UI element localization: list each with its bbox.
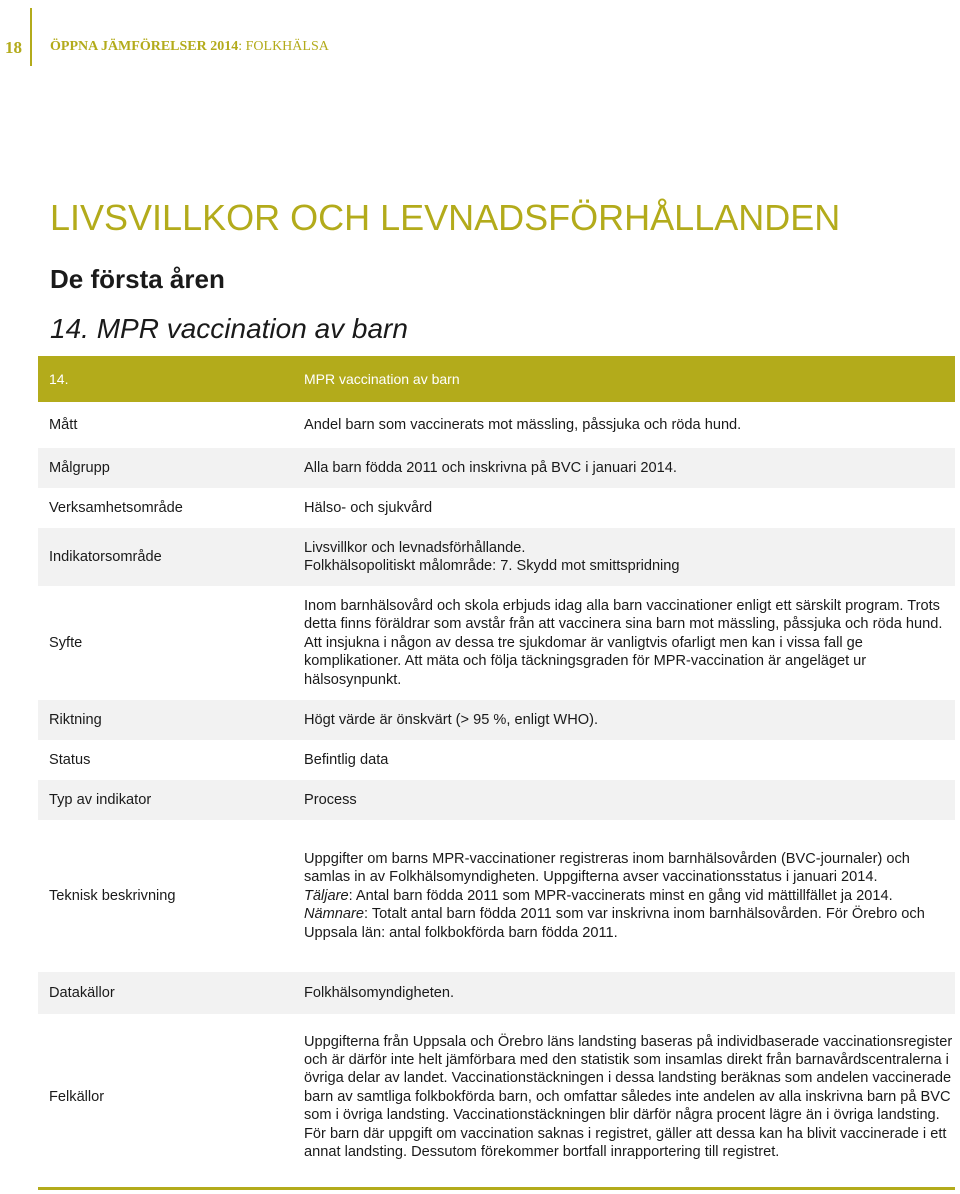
- indicator-table: [38, 356, 955, 1180]
- row-value-line: Folkhälsopolitiskt målområde: 7. Skydd mot smittspridning: [304, 558, 680, 574]
- row-label: Riktning: [38, 700, 304, 740]
- row-label: Verksamhetsområde: [38, 488, 304, 528]
- page-number: 18: [5, 38, 22, 57]
- table-row-malgrupp: [38, 448, 955, 488]
- indicator-heading: 14. MPR vaccination av barn: [50, 313, 408, 344]
- row-value: Alla barn födda 2011 och inskrivna på BVC i januari 2014.: [304, 448, 955, 488]
- table-row-typ: [38, 780, 955, 820]
- row-label: Indikatorsområde: [38, 528, 304, 586]
- bottom-rule: [38, 1187, 955, 1190]
- table-row-status: [38, 740, 955, 780]
- row-value: Befintlig data: [304, 740, 955, 780]
- table-header-row: [38, 356, 955, 402]
- row-label: Felkällor: [38, 1014, 304, 1180]
- row-label: Typ av indikator: [38, 780, 304, 820]
- row-value: Högt värde är önskvärt (> 95 %, enligt WHO).: [304, 700, 955, 740]
- numerator-label: Täljare: [304, 887, 349, 904]
- row-value: [304, 528, 955, 586]
- header-indicator-name: MPR vaccination av barn: [304, 356, 955, 402]
- denominator-label: Nämnare: [304, 906, 365, 923]
- table-row-indikatorsomrade: [38, 528, 955, 586]
- row-value: Uppgifterna från Uppsala och Örebro läns landsting baseras på individbaserade vaccinationsregister och är därför inte helt jämförbara med den statistik som insamlas direkt från barnavårdscentralerna i övriga delar av landet. Vaccinationstäckningen i dessa landsting beräknas som andelen vaccinerade barn av samtliga folkbokförda barn, och omfattar således inte andelen av alla inskrivna barn på BVC som i övriga landsting. Vaccinationstäckningen blir därför några procent lägre än i övriga landsting. För barn där uppgift om vaccination saknas i registret, gäller att dessa kan ha blivit vaccinerade i ett annat landsting. Dessutom förekommer bortfall inrapportering till registret.: [304, 1014, 955, 1180]
- table-row-felkallor: [38, 1014, 955, 1180]
- section-subtitle: De första åren: [50, 264, 225, 294]
- table-row-verksamhetsomrade: [38, 488, 955, 528]
- header-number: 14.: [38, 356, 304, 402]
- table-row-datakallor: [38, 972, 955, 1014]
- numerator-text: : Antal barn födda 2011 som MPR-vaccinerats minst en gång vid mättillfället ja 2014.: [348, 887, 893, 904]
- table-row-riktning: [38, 700, 955, 740]
- running-head: [50, 39, 329, 55]
- row-label: Status: [38, 740, 304, 780]
- row-value-denominator: [304, 905, 955, 942]
- denominator-text: : Totalt antal barn födda 2011 som var inskrivna inom barnhälsovården. För Örebro och Uppsala län: antal folkbokförda barn födda 2011.: [304, 906, 925, 941]
- running-head-section: : FOLKHÄLSA: [238, 39, 329, 54]
- row-label: Målgrupp: [38, 448, 304, 488]
- row-label: Mått: [38, 402, 304, 448]
- running-head-publication: ÖPPNA JÄMFÖRELSER 2014: [50, 39, 239, 54]
- table-row-syfte: [38, 586, 955, 700]
- page-title: LIVSVILLKOR OCH LEVNADSFÖRHÅLLANDEN: [50, 197, 841, 238]
- header-rule: [30, 8, 32, 66]
- row-value: Hälso- och sjukvård: [304, 488, 955, 528]
- row-value: Process: [304, 780, 955, 820]
- table-row-teknisk: [38, 820, 955, 972]
- row-label: Teknisk beskrivning: [38, 820, 304, 972]
- row-value-numerator: [304, 887, 955, 905]
- row-value: Folkhälsomyndigheten.: [304, 972, 955, 1014]
- row-value: [304, 820, 955, 972]
- row-value-line: Livsvillkor och levnadsförhållande.: [304, 539, 526, 556]
- row-label: Datakällor: [38, 972, 304, 1014]
- table-row-matt: [38, 402, 955, 448]
- row-label: Syfte: [38, 586, 304, 700]
- row-value: Andel barn som vaccinerats mot mässling, påssjuka och röda hund.: [304, 402, 955, 448]
- row-value-intro: Uppgifter om barns MPR-vaccinationer registreras inom barnhälsovården (BVC-journaler) och samlas in av Folkhälsomyndigheten. Uppgifterna avser vaccinationsstatus i januari 2014.: [304, 850, 910, 886]
- row-value: Inom barnhälsovård och skola erbjuds idag alla barn vaccinationer enligt ett särskilt program. Trots detta finns föräldrar som avstår från att vaccinera sina barn mot mässling, påssjuka och röda hund. Att insjukna i någon av dessa tre sjukdomar är vanligtvis ofarligt men kan i vissa fall ge komplikationer. Att mäta och följa täckningsgraden för MPR-vaccination är angeläget ur hälsosynpunkt.: [304, 586, 955, 700]
